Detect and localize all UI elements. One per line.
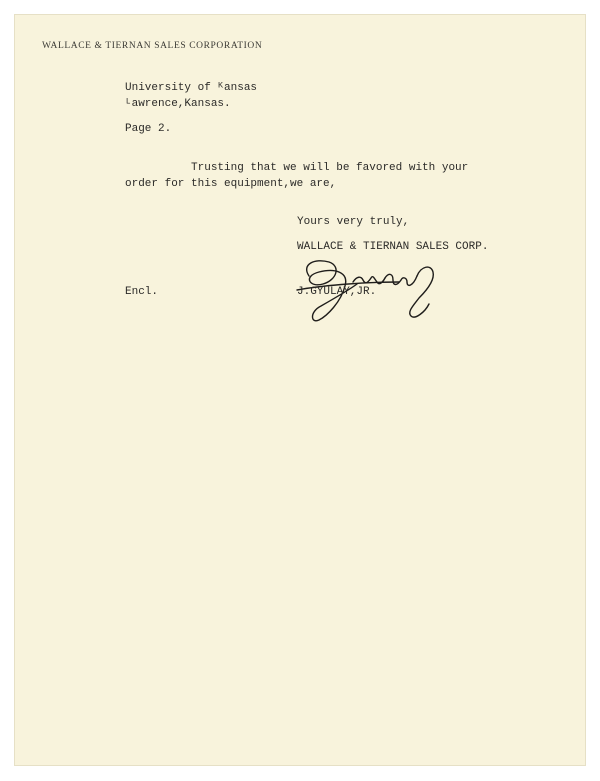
complimentary-close: Yours very truly, bbox=[297, 216, 410, 228]
letter-body bbox=[125, 160, 468, 192]
body-line-2: order for this equipment,we are, bbox=[125, 178, 337, 190]
letter-page bbox=[14, 14, 586, 766]
body-line-1: Trusting that we will be favored with your bbox=[125, 162, 469, 174]
page-number: Page 2. bbox=[125, 123, 172, 135]
company-signature-block: WALLACE & TIERNAN SALES CORP. bbox=[297, 241, 489, 253]
recipient-line-2: ᴸawrence,Kansas. bbox=[125, 98, 231, 110]
recipient-address bbox=[125, 80, 257, 112]
enclosure-note: Encl. bbox=[125, 286, 159, 298]
recipient-line-1: University of ᴷansas bbox=[125, 82, 258, 94]
signer-name: J.GYULAY,JR. bbox=[297, 286, 377, 298]
letterhead: WALLACE & TIERNAN SALES CORPORATION bbox=[42, 41, 263, 51]
